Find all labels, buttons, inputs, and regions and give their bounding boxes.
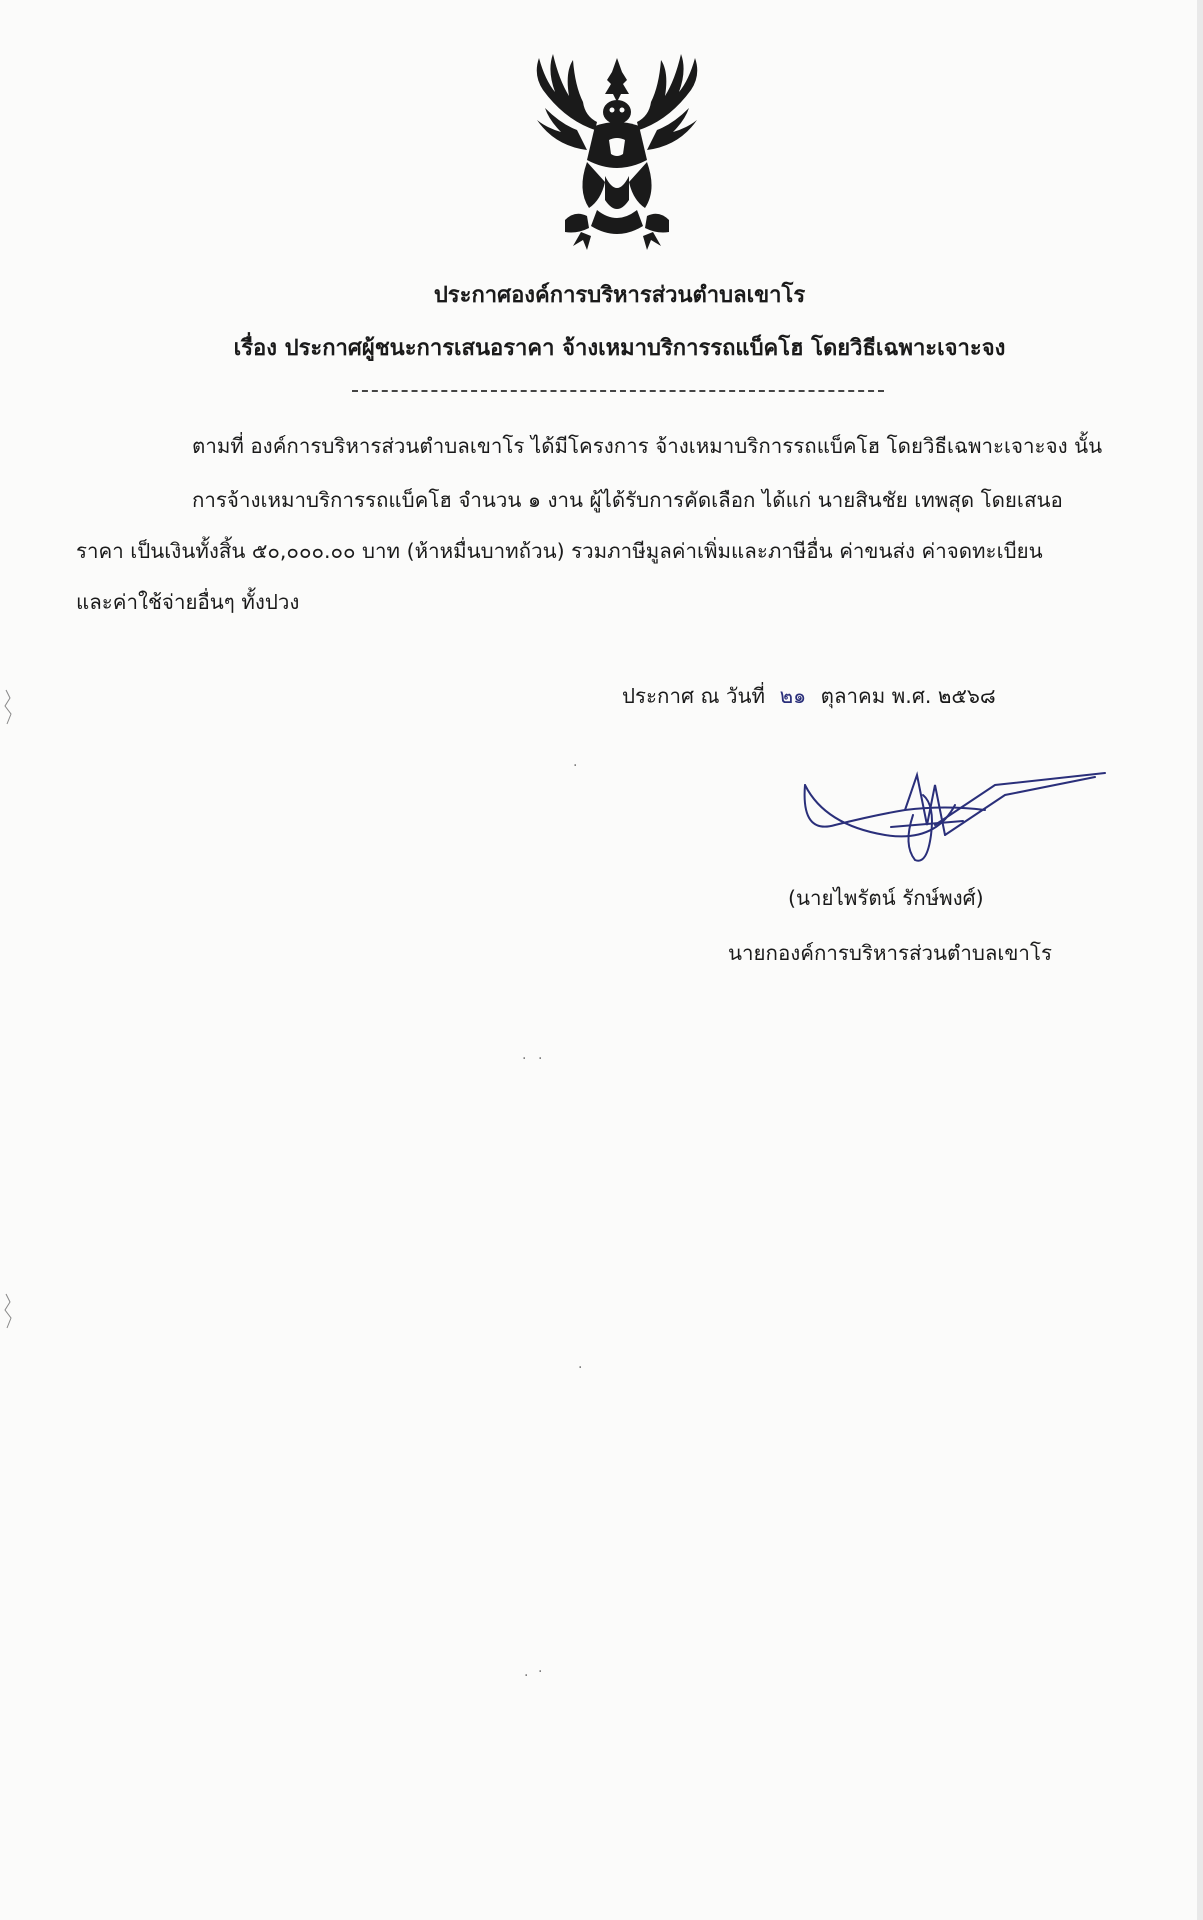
date-day: ๒๑ bbox=[779, 684, 807, 708]
body-line-2: การจ้างเหมาบริการรถแบ็คโฮ จำนวน ๑ งาน ผู้ได้รับการคัดเลือก ได้แก่ นายสินชัย เทพสุด โดยเสนอ bbox=[192, 488, 1063, 512]
scan-speck: · bbox=[538, 1664, 543, 1680]
scan-speck: · bbox=[538, 1051, 543, 1067]
handwritten-signature bbox=[795, 765, 1115, 875]
date-month-year: ตุลาคม พ.ศ. ๒๕๖๘ bbox=[820, 684, 996, 708]
scan-speck: · bbox=[573, 758, 578, 774]
signer-name: (นายไพรัตน์ รักษ์พงศ์) bbox=[788, 886, 984, 910]
garuda-emblem-icon bbox=[525, 50, 710, 256]
body-line-1: ตามที่ องค์การบริหารส่วนตำบลเขาโร ได้มีโครงการ จ้างเหมาบริการรถแบ็คโฮ โดยวิธีเฉพาะเจาะจง นั้น bbox=[192, 434, 1103, 458]
scan-speck: · bbox=[524, 1668, 529, 1684]
body-line-3: ราคา เป็นเงินทั้งสิ้น ๕๐,๐๐๐.๐๐ บาท (ห้าหมื่นบาทถ้วน) รวมภาษีมูลค่าเพิ่มและภาษีอื่น ค่าขนส่ง ค่าจดทะเบียน bbox=[76, 539, 1043, 563]
scan-speck: · bbox=[522, 1051, 527, 1067]
announcement-title: ประกาศองค์การบริหารส่วนตำบลเขาโร bbox=[433, 283, 806, 308]
scan-speck: · bbox=[578, 1360, 583, 1376]
announcement-subject: เรื่อง ประกาศผู้ชนะการเสนอราคา จ้างเหมาบริการรถแบ็คโฮ โดยวิธีเฉพาะเจาะจง bbox=[233, 336, 1006, 361]
signer-position: นายกองค์การบริหารส่วนตำบลเขาโร bbox=[728, 941, 1052, 965]
dashed-divider bbox=[352, 390, 884, 392]
date-prefix: ประกาศ ณ วันที่ bbox=[622, 684, 766, 708]
announcement-date bbox=[622, 680, 996, 713]
scan-margin-mark bbox=[2, 1292, 16, 1330]
scan-margin-mark bbox=[2, 688, 16, 726]
body-line-4: และค่าใช้จ่ายอื่นๆ ทั้งปวง bbox=[76, 590, 300, 614]
